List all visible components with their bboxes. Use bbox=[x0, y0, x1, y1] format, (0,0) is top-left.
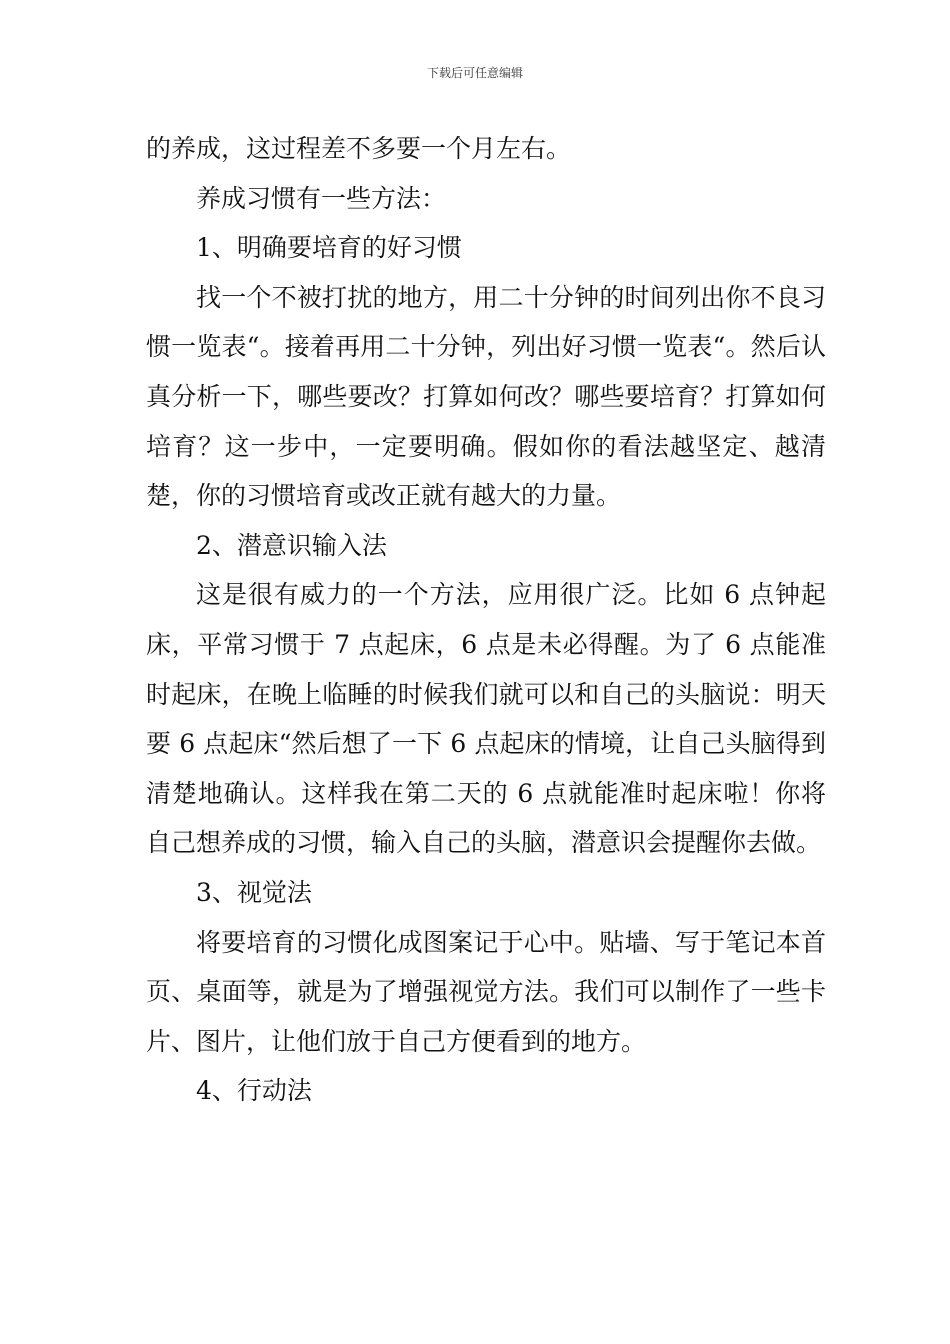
section-heading-3: 3、视觉法 bbox=[196, 877, 312, 907]
document-body bbox=[146, 124, 826, 1116]
paragraph-section-1: 找一个不被打扰的地方，用二十分钟的时间列出你不良习惯一览表“。接着再用二十分钟，列出好习惯一览表“。然后认真分析一下，哪些要改？打算如何改？哪些要培育？打算如何培育？这一步中，一定要明确。假如你的看法越坚定、越清楚，你的习惯培育或改正就有越大的力量。 bbox=[146, 282, 826, 511]
paragraph-section-3: 将要培育的习惯化成图案记于心中。贴墙、写于笔记本首页、桌面等，就是为了增强视觉方法。我们可以制作了一些卡片、图片，让他们放于自己方便看到的地方。 bbox=[146, 927, 826, 1056]
paragraph-continuation: 的养成，这过程差不多要一个月左右。 bbox=[146, 134, 572, 163]
paragraph-methods-intro: 养成习惯有一些方法： bbox=[196, 183, 447, 213]
section-heading-1: 1、明确要培育的好习惯 bbox=[196, 233, 462, 263]
page-header: 下载后可任意编辑 bbox=[426, 66, 523, 80]
section-heading-4: 4、行动法 bbox=[196, 1076, 312, 1106]
section-heading-2: 2、潜意识输入法 bbox=[196, 530, 387, 560]
paragraph-section-2: 这是很有威力的一个方法，应用很广泛。比如 6 点钟起床，平常习惯于 7 点起床，6 点是未必得醒。为了 6 点能准时起床，在晚上临睡的时候我们就可以和自己的头脑说：明天要 6 点起床“然后想了一下 6 点起床的情境，让自己头脑得到清楚地确认。这样我在第二天的 6 点就能准时起床啦！你将自己想养成的习惯，输入自己的头脑，潜意识会提醒你去做。 bbox=[146, 580, 826, 858]
